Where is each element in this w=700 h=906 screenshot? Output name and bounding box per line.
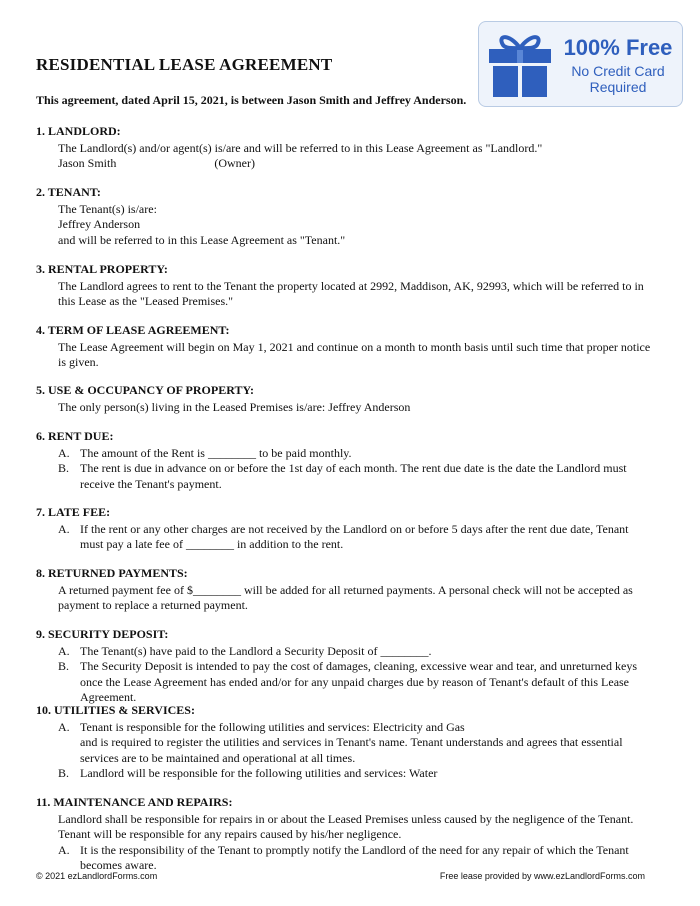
section-heading: 10. UTILITIES & SERVICES: — [36, 703, 195, 717]
section-heading: 2. TENANT: — [36, 185, 101, 199]
section-utilities — [36, 703, 651, 782]
list-continuation: and is required to register the utilities and services in Tenant's name. Tenant understands and agrees that essential services are to be maintained and operational at all times. — [80, 735, 623, 765]
section-landlord — [36, 124, 651, 172]
gift-icon — [487, 29, 553, 99]
list-text: Landlord will be responsible for the following utilities and services: Water — [80, 766, 438, 780]
section-heading: 11. MAINTENANCE AND REPAIRS: — [36, 795, 233, 809]
section-text: Landlord shall be responsible for repairs in or about the Leased Premises unless caused by the negligence of the Tenant. Tenant will be responsible for any repairs caused by his/her negligence. — [58, 811, 634, 841]
list-item — [36, 659, 651, 706]
list-marker: A. — [58, 719, 70, 734]
section-text: The Landlord(s) and/or agent(s) is/are and will be referred to in this Lease Agreement as "Landlord." — [58, 140, 543, 155]
list-item — [36, 720, 651, 736]
footer-source-link[interactable]: Free lease provided by www.ezLandlordForms.com — [439, 871, 645, 881]
list-item — [36, 461, 651, 492]
list-item — [36, 446, 651, 462]
section-heading: 3. RENTAL PROPERTY: — [36, 262, 168, 276]
section-maintenance — [36, 795, 651, 874]
section-text: A returned payment fee of $________ will be added for all returned payments. A personal check will not be accepted as payment to replace a returned payment. — [58, 582, 633, 612]
landlord-role: (Owner) — [214, 156, 255, 170]
badge-line-2: Required — [589, 79, 647, 95]
list-item — [36, 644, 651, 660]
list-text: The rent is due in advance on or before the 1st day of each month. The rent due date is the date the Landlord must receive the Tenant's payment. — [80, 461, 627, 491]
section-rental-property — [36, 262, 651, 310]
list-marker: B. — [58, 766, 70, 780]
list-marker: A. — [58, 521, 70, 536]
section-security-deposit — [36, 627, 651, 706]
list-item — [36, 522, 651, 553]
badge-headline: 100% Free — [563, 35, 673, 60]
section-text: The only person(s) living in the Leased Premises is/are: Jeffrey Anderson — [58, 399, 411, 414]
section-term — [36, 323, 651, 371]
badge-line-1: No Credit Card — [571, 63, 665, 79]
section-text: and will be referred to in this Lease Agreement as "Tenant." — [58, 232, 346, 247]
list-text: Tenant is responsible for the following utilities and services: Electricity and Gas — [80, 719, 465, 734]
tenant-name: Jeffrey Anderson — [58, 217, 141, 231]
section-tenant — [36, 185, 651, 248]
footer-copyright: © 2021 ezLandlordForms.com — [36, 871, 158, 881]
section-heading: 8. RETURNED PAYMENTS: — [36, 566, 188, 580]
list-item — [36, 843, 651, 874]
section-returned-payments — [36, 566, 651, 614]
section-rent-due — [36, 429, 651, 492]
list-marker: A. — [58, 445, 70, 460]
list-marker: A. — [58, 842, 70, 857]
section-late-fee — [36, 505, 651, 553]
landlord-name: Jason Smith — [58, 156, 117, 170]
section-use-occupancy — [36, 383, 651, 415]
landlord-name-line — [36, 156, 651, 172]
section-heading: 4. TERM OF LEASE AGREEMENT: — [36, 323, 230, 337]
section-heading: 5. USE & OCCUPANCY OF PROPERTY: — [36, 383, 255, 397]
list-item — [36, 766, 651, 782]
section-text: The Lease Agreement will begin on May 1, 2021 and continue on a month to month basis until such time that proper notice is given. — [58, 339, 651, 369]
list-text: It is the responsibility of the Tenant to promptly notify the Landlord of the need for any repair of which the Tenant becomes aware. — [80, 842, 629, 872]
section-text: The Landlord agrees to rent to the Tenant the property located at 2992, Maddison, AK, 92993, which will be referred to in this Lease as the "Leased Premises." — [58, 278, 644, 308]
list-text: If the rent or any other charges are not received by the Landlord on or before 5 days after the rent due date, Tenant must pay a late fee of ________ in addition to the rent. — [80, 521, 629, 551]
section-heading: 7. LATE FEE: — [36, 505, 111, 519]
list-marker: B. — [58, 659, 70, 673]
list-marker: B. — [58, 461, 70, 475]
list-text: The Security Deposit is intended to pay the cost of damages, cleaning, excessive wear and tear, and unreturned keys once the Lease Agreement has ended and/or for any unpaid charges due by reason of Tenant's default of this Lease Agreement. — [80, 659, 637, 704]
free-badge[interactable] — [478, 21, 683, 107]
list-text: The Tenant(s) have paid to the Landlord a Security Deposit of ________. — [80, 643, 432, 658]
badge-subtext — [559, 63, 677, 95]
list-marker: A. — [58, 643, 70, 658]
intro-statement: This agreement, dated April 15, 2021, is between Jason Smith and Jeffrey Anderson. — [36, 93, 467, 107]
list-text: The amount of the Rent is ________ to be paid monthly. — [80, 445, 352, 460]
section-heading: 1. LANDLORD: — [36, 124, 121, 138]
section-text: The Tenant(s) is/are: — [58, 201, 157, 216]
section-heading: 9. SECURITY DEPOSIT: — [36, 627, 169, 641]
document-title: RESIDENTIAL LEASE AGREEMENT — [36, 55, 333, 74]
section-heading: 6. RENT DUE: — [36, 429, 114, 443]
